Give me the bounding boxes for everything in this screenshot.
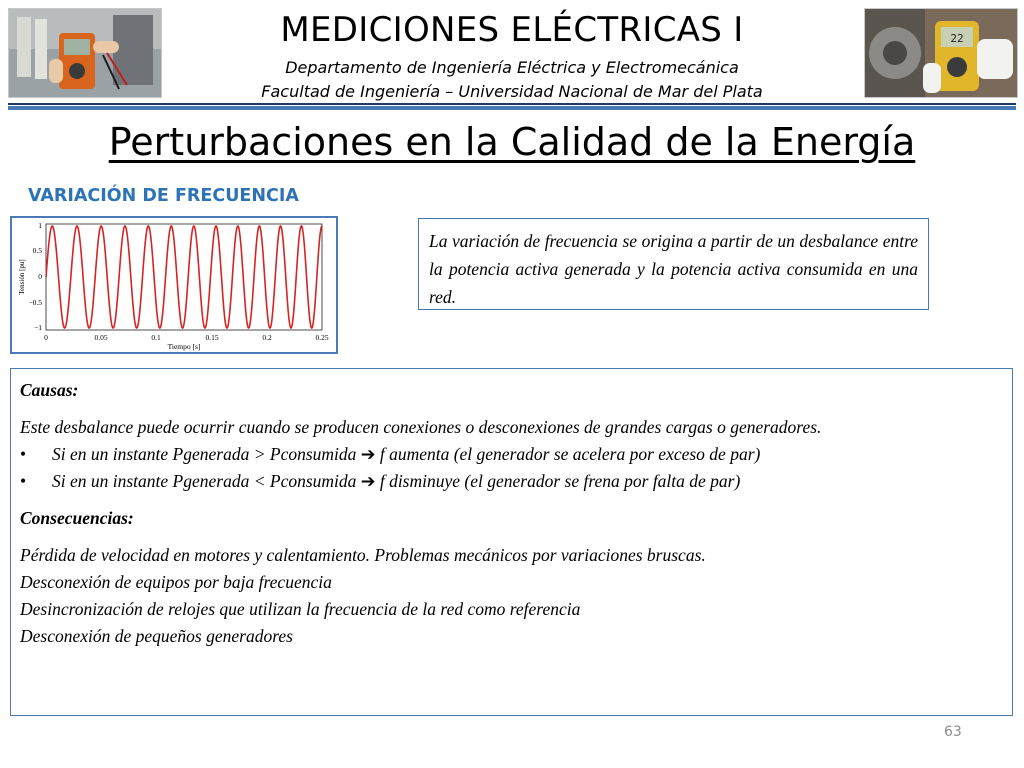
- slide-title: [0, 120, 1024, 164]
- y-axis-label: Tensión [pu]: [18, 259, 26, 295]
- x-tick-label: 0.05: [94, 333, 108, 342]
- department-subtitle: Departamento de Ingeniería Eléctrica y Electromecánica: [285, 58, 739, 77]
- bullet-rhs: f aumenta (el generador se acelera por exceso de par): [379, 444, 761, 464]
- faculty-subtitle: Facultad de Ingeniería – Universidad Nacional de Mar del Plata: [261, 82, 763, 101]
- header-divider-thin: [8, 103, 1016, 105]
- definition-box: La variación de frecuencia se origina a partir de un desbalance entre la potencia activa generada y la potencia activa consumida en una red.: [418, 218, 929, 310]
- arrow-icon: ➔: [360, 444, 376, 464]
- y-tick-labels: [28, 221, 42, 332]
- waveform-figure: [10, 216, 338, 354]
- consequence-line: Desconexión de equipos por baja frecuencia: [20, 572, 332, 592]
- waveform-line: [46, 226, 322, 328]
- slide-title-text: Perturbaciones en la Calidad de la Energía: [108, 120, 916, 164]
- waveform-plot: [12, 218, 336, 352]
- bullet-item: [20, 468, 1003, 495]
- plot-axes-box: [46, 224, 322, 330]
- y-tick-label: −1: [34, 323, 42, 332]
- y-tick-label: 0.5: [32, 246, 42, 255]
- x-tick-labels: [44, 333, 329, 342]
- x-tick-label: 0.25: [315, 333, 329, 342]
- x-tick-label: 0: [44, 333, 48, 342]
- bullet-lhs: Si en un instante Pgenerada < Pconsumida: [52, 471, 357, 491]
- section-heading: VARIACIÓN DE FRECUENCIA: [28, 186, 299, 206]
- bullet-icon: •: [20, 471, 27, 491]
- consequence-line: Desincronización de relojes que utilizan la frecuencia de la red como referencia: [20, 599, 581, 619]
- arrow-icon: ➔: [360, 471, 376, 491]
- bullet-lhs: Si en un instante Pgenerada > Pconsumida: [52, 444, 357, 464]
- x-axis-label: Tiempo [s]: [167, 342, 201, 351]
- causes-text: Este desbalance puede ocurrir cuando se producen conexiones o desconexiones de grandes cargas o generadores.: [20, 417, 822, 437]
- x-tick-label: 0.2: [262, 333, 272, 342]
- course-title: MEDICIONES ELÉCTRICAS I: [280, 10, 744, 50]
- x-tick-label: 0.1: [151, 333, 161, 342]
- bullet-item: [20, 441, 1003, 468]
- y-tick-label: 0: [38, 272, 42, 281]
- bullet-icon: •: [20, 444, 27, 464]
- consequence-line: Desconexión de pequeños generadores: [20, 626, 293, 646]
- bullet-rhs: f disminuye (el generador se frena por falta de par): [379, 471, 741, 491]
- header-divider-thick: [8, 106, 1016, 110]
- page-number: 63: [944, 724, 962, 740]
- svg-text:22: 22: [950, 32, 964, 45]
- consequences-heading: Consecuencias:: [20, 508, 134, 528]
- x-tick-label: 0.15: [205, 333, 219, 342]
- causes-heading: Causas:: [20, 380, 79, 400]
- y-tick-label: 1: [38, 221, 42, 230]
- causes-consequences-box: [10, 368, 1013, 716]
- consequence-line: Pérdida de velocidad en motores y calentamiento. Problemas mecánicos por variaciones bruscas.: [20, 545, 706, 565]
- y-tick-label: −0.5: [28, 298, 42, 307]
